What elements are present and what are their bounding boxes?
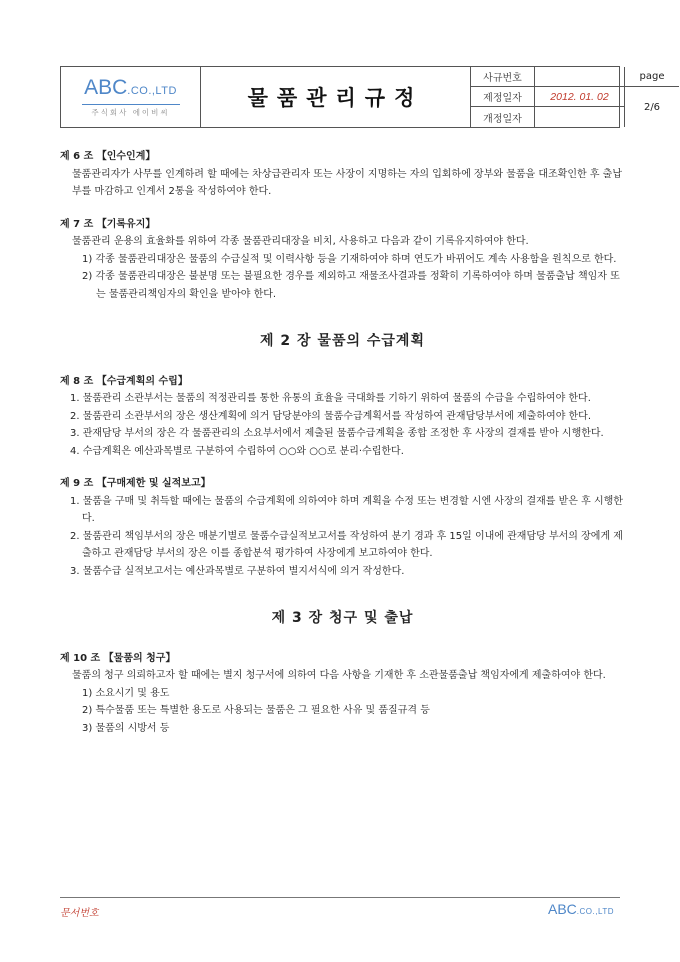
document-body: [60, 148, 625, 737]
article-7-title: 제 7 조 【기록유지】: [60, 218, 156, 230]
enactment-date-text: 2012. 01. 02: [550, 90, 609, 103]
logo-suffix-text: .CO.,LTD: [127, 84, 177, 97]
footer-document-number-label: 문서번호: [60, 908, 99, 919]
article-10-item-3: 3) 물품의 시방서 등: [82, 722, 170, 734]
chapter-3-heading: 제 3 장 청구 및 출납: [271, 610, 414, 626]
article-8-title: 제 8 조 【수급계획의 수립】: [60, 375, 188, 387]
field-value-enactment-date: [535, 87, 625, 107]
field-label-revision-date: 개정일자: [471, 107, 535, 127]
article-8-item-2: 2. 물품관리 소관부서의 장은 생산계획에 의거 담당분야의 물품수급계획서를 작성하여 관재담당부서에 제출하여야 한다.: [70, 410, 592, 422]
footer-logo-suffix: .CO.,LTD: [576, 907, 614, 916]
article-6-title: 제 6 조 【인수인계】: [60, 151, 156, 162]
logo-abc-text: ABC: [84, 75, 128, 99]
company-logo: [61, 67, 201, 127]
article-10-paragraph: 물품의 청구 의뢰하고자 할 때에는 별지 청구서에 의하여 다음 사항을 기재한 후 소관물품출납 책임자에게 제출하여야 한다.: [72, 670, 606, 681]
field-label-enactment-date: 제정일자: [471, 87, 535, 107]
field-label-regulation-number: 사규번호: [471, 67, 535, 87]
article-6-paragraph: 물품관리자가 사무를 인계하려 할 때에는 차상급관리자 또는 사장이 지명하는 자의 입회하에 장부와 물품을 대조확인한 후 출납부를 마감하고 인계서 2통을 작성하여야 한다.: [72, 168, 622, 197]
article-9-title: 제 9 조 【구매제한 및 실적보고】: [60, 478, 211, 489]
article-7-paragraph: 물품관리 운용의 효율화를 위하여 각종 물품관리대장을 비치, 사용하고 다음과 같이 기록유지하여야 한다.: [72, 236, 529, 247]
article-10-item-2: 2) 특수물품 또는 특별한 용도로 사용되는 물품은 그 필요한 사유 및 품질규격 등: [82, 705, 430, 716]
logo-underline: [82, 104, 180, 105]
article-8-item-4: 4. 수급계획은 예산과목별로 구분하여 수립하여 ○○와 ○○로 분리·수립한다.: [70, 445, 404, 457]
logo-subtitle: 주식회사 에이비씨: [91, 107, 170, 117]
chapter-2-heading: 제 2 장 물품의 수급계획: [260, 333, 425, 349]
article-8-item-3: 3. 관재담당 부서의 장은 각 물품관리의 소요부서에서 제출된 물품수급계획을 종합 조정한 후 사장의 결재를 받아 시행한다.: [70, 428, 604, 439]
article-9-item-2: 2. 물품관리 책임부서의 장은 매분기별로 물품수급실적보고서를 작성하여 분기 경과 후 15일 이내에 관재담당 부서의 장에게 제출하고 관재담당 부서의 장은 이를 종합분석 평가하여 사장에게 보고하여야 한다.: [70, 530, 623, 559]
article-9-item-3: 3. 물품수급 실적보고서는 예산과목별로 구분하여 별지서식에 의거 작성한다.: [70, 565, 405, 577]
field-value-regulation-number: [535, 67, 625, 87]
article-7-item-2: 2) 각종 물품관리대장은 불분명 또는 불필요한 경우를 제외하고 재물조사결과를 정확히 기록하여야 하며 물품출납 책임자 또는 물품관리책임자의 확인을 받아야 한다.: [82, 271, 620, 300]
article-10-item-1: 1) 소요시기 및 용도: [82, 687, 170, 699]
article-10-title: 제 10 조 【물품의 청구】: [60, 652, 176, 664]
article-8-item-1: 1. 물품관리 소관부서는 물품의 적정관리를 통한 유통의 효율을 극대화를 기하기 위하여 물품의 수급을 수립하여야 한다.: [70, 393, 591, 404]
footer-logo: [548, 901, 614, 917]
document-header: [60, 66, 665, 128]
page-number: 2/6: [643, 101, 661, 113]
footer-logo-abc: ABC: [548, 901, 577, 917]
field-value-revision-date: [535, 107, 625, 127]
title-cell: [201, 67, 471, 127]
document-title: 물품관리규정: [247, 86, 424, 110]
footer-divider: [60, 897, 620, 898]
article-7-item-1: 1) 각종 물품관리대장은 물품의 수급실적 및 이력사항 등을 기재하여야 하며 연도가 바뀌어도 계속 사용함을 원칙으로 한다.: [82, 253, 617, 265]
article-9-item-1: 1. 물품을 구매 및 취득할 때에는 물품의 수급계획에 의하여야 하며 계획을 수정 또는 변경할 시엔 사장의 결재를 받은 후 시행한다.: [70, 495, 623, 524]
page-label: page: [625, 67, 679, 87]
